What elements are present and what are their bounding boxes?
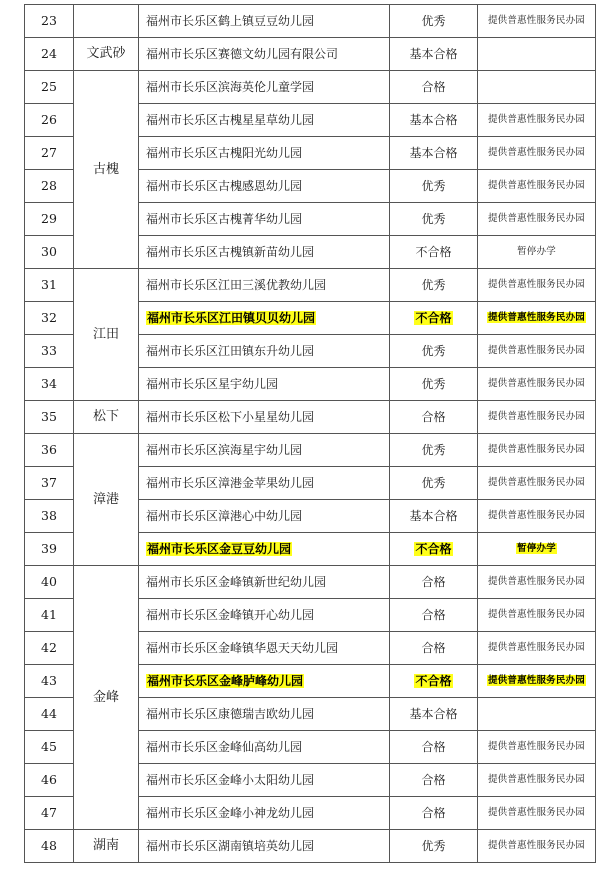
evaluation-grade-cell xyxy=(390,104,478,137)
remark-cell xyxy=(478,467,596,500)
evaluation-grade-cell xyxy=(390,698,478,731)
row-number: 38 xyxy=(25,500,74,533)
town-cell: 金峰 xyxy=(74,566,139,830)
evaluation-grade: 优秀 xyxy=(421,14,446,28)
table-row xyxy=(25,401,596,434)
evaluation-grade: 基本合格 xyxy=(409,47,458,61)
row-number: 36 xyxy=(25,434,74,467)
evaluation-grade-cell xyxy=(390,5,478,38)
remark: 提供普惠性服务民办园 xyxy=(487,411,585,422)
evaluation-grade: 基本合格 xyxy=(409,509,458,523)
remark: 提供普惠性服务民办园 xyxy=(487,147,585,158)
remark-cell xyxy=(478,731,596,764)
table-row xyxy=(25,5,596,38)
kindergarten-name: 福州市长乐区金峰镇华恩天天幼儿园 xyxy=(146,641,339,655)
kindergarten-name: 福州市长乐区湖南镇培英幼儿园 xyxy=(146,839,315,853)
evaluation-grade-cell xyxy=(390,401,478,434)
kindergarten-name: 福州市长乐区古槐感恩幼儿园 xyxy=(146,179,303,193)
table-row xyxy=(25,71,596,104)
remark-cell xyxy=(478,665,596,698)
kindergarten-name: 福州市长乐区康德瑞吉欧幼儿园 xyxy=(146,707,315,721)
evaluation-grade-cell xyxy=(390,434,478,467)
row-number: 37 xyxy=(25,467,74,500)
row-number: 46 xyxy=(25,764,74,797)
kindergarten-name: 福州市长乐区金豆豆幼儿园 xyxy=(147,542,292,556)
remark: 提供普惠性服务民办园 xyxy=(487,510,585,521)
evaluation-grade: 不合格 xyxy=(415,245,452,259)
remark: 暂停办学 xyxy=(517,246,556,257)
table-row xyxy=(25,269,596,302)
evaluation-grade: 合格 xyxy=(421,80,446,94)
evaluation-grade-cell xyxy=(390,599,478,632)
remark: 提供普惠性服务民办园 xyxy=(487,345,585,356)
evaluation-grade-cell xyxy=(390,764,478,797)
kindergarten-name-cell xyxy=(139,434,390,467)
evaluation-grade: 优秀 xyxy=(421,839,446,853)
evaluation-grade: 优秀 xyxy=(421,443,446,457)
row-number: 32 xyxy=(25,302,74,335)
evaluation-grade: 不合格 xyxy=(415,542,452,556)
kindergarten-name-cell xyxy=(139,665,390,698)
kindergarten-name: 福州市长乐区滨海星宇幼儿园 xyxy=(146,443,303,457)
kindergarten-name-cell xyxy=(139,203,390,236)
remark-cell xyxy=(478,632,596,665)
table-row xyxy=(25,38,596,71)
kindergarten-name-cell xyxy=(139,137,390,170)
kindergarten-name: 福州市长乐区滨海英伦儿童学园 xyxy=(146,80,315,94)
kindergarten-name-cell xyxy=(139,170,390,203)
row-number: 45 xyxy=(25,731,74,764)
kindergarten-name: 福州市长乐区金峰胪峰幼儿园 xyxy=(147,674,304,688)
evaluation-grade: 合格 xyxy=(421,575,446,589)
evaluation-grade-cell xyxy=(390,632,478,665)
evaluation-grade-cell xyxy=(390,302,478,335)
evaluation-grade: 合格 xyxy=(421,806,446,820)
remark: 提供普惠性服务民办园 xyxy=(487,774,585,785)
town-cell: 松下 xyxy=(74,401,139,434)
row-number: 44 xyxy=(25,698,74,731)
evaluation-grade: 合格 xyxy=(421,773,446,787)
kindergarten-name-cell xyxy=(139,764,390,797)
evaluation-grade-cell xyxy=(390,236,478,269)
evaluation-grade-cell xyxy=(390,533,478,566)
row-number: 29 xyxy=(25,203,74,236)
kindergarten-name-cell xyxy=(139,533,390,566)
kindergarten-name: 福州市长乐区星宇幼儿园 xyxy=(146,377,279,391)
row-number: 42 xyxy=(25,632,74,665)
town-cell: 漳港 xyxy=(74,434,139,566)
remark-cell xyxy=(478,104,596,137)
row-number: 39 xyxy=(25,533,74,566)
row-number: 35 xyxy=(25,401,74,434)
row-number: 34 xyxy=(25,368,74,401)
remark-cell xyxy=(478,236,596,269)
evaluation-grade: 基本合格 xyxy=(409,113,458,127)
kindergarten-name-cell xyxy=(139,632,390,665)
remark-cell xyxy=(478,401,596,434)
kindergarten-name-cell xyxy=(139,5,390,38)
remark-cell xyxy=(478,137,596,170)
evaluation-grade-cell xyxy=(390,137,478,170)
remark-cell xyxy=(478,500,596,533)
remark: 提供普惠性服务民办园 xyxy=(487,312,585,323)
remark: 提供普惠性服务民办园 xyxy=(487,642,585,653)
remark-cell xyxy=(478,203,596,236)
row-number: 47 xyxy=(25,797,74,830)
row-number: 48 xyxy=(25,830,74,863)
row-number: 30 xyxy=(25,236,74,269)
kindergarten-name: 福州市长乐区金峰镇新世纪幼儿园 xyxy=(146,575,327,589)
kindergarten-name-cell xyxy=(139,302,390,335)
evaluation-grade-cell xyxy=(390,170,478,203)
kindergarten-name-cell xyxy=(139,467,390,500)
evaluation-grade: 不合格 xyxy=(415,674,452,688)
town-cell: 湖南 xyxy=(74,830,139,863)
remark-cell xyxy=(478,335,596,368)
kindergarten-name: 福州市长乐区古槐菁华幼儿园 xyxy=(146,212,303,226)
evaluation-grade-cell xyxy=(390,203,478,236)
remark-cell xyxy=(478,368,596,401)
remark-cell xyxy=(478,170,596,203)
kindergarten-name: 福州市长乐区漳港心中幼儿园 xyxy=(146,509,303,523)
evaluation-grade-cell xyxy=(390,71,478,104)
kindergarten-name-cell xyxy=(139,104,390,137)
kindergarten-name: 福州市长乐区金峰小神龙幼儿园 xyxy=(146,806,315,820)
remark-cell xyxy=(478,533,596,566)
remark: 提供普惠性服务民办园 xyxy=(487,675,585,686)
town-cell: 文武砂 xyxy=(74,38,139,71)
row-number: 41 xyxy=(25,599,74,632)
kindergarten-name-cell xyxy=(139,731,390,764)
evaluation-grade: 合格 xyxy=(421,641,446,655)
evaluation-grade: 基本合格 xyxy=(409,707,458,721)
kindergarten-name: 福州市长乐区金峰镇开心幼儿园 xyxy=(146,608,315,622)
evaluation-grade: 优秀 xyxy=(421,179,446,193)
evaluation-grade-cell xyxy=(390,368,478,401)
evaluation-grade: 不合格 xyxy=(415,311,452,325)
town-cell: 古槐 xyxy=(74,71,139,269)
row-number: 26 xyxy=(25,104,74,137)
kindergarten-name: 福州市长乐区江田三溪优教幼儿园 xyxy=(146,278,327,292)
kindergarten-name-cell xyxy=(139,335,390,368)
remark-cell xyxy=(478,434,596,467)
evaluation-grade-cell xyxy=(390,467,478,500)
evaluation-grade-cell xyxy=(390,566,478,599)
evaluation-grade-cell xyxy=(390,731,478,764)
table-row xyxy=(25,434,596,467)
remark: 提供普惠性服务民办园 xyxy=(487,477,585,488)
evaluation-grade-cell xyxy=(390,797,478,830)
kindergarten-name: 福州市长乐区江田镇东升幼儿园 xyxy=(146,344,315,358)
town-cell: 江田 xyxy=(74,269,139,401)
kindergarten-name-cell xyxy=(139,38,390,71)
remark: 提供普惠性服务民办园 xyxy=(487,576,585,587)
remark-cell xyxy=(478,71,596,104)
remark: 提供普惠性服务民办园 xyxy=(487,444,585,455)
remark-cell xyxy=(478,797,596,830)
evaluation-grade: 合格 xyxy=(421,608,446,622)
evaluation-grade-cell xyxy=(390,665,478,698)
remark: 提供普惠性服务民办园 xyxy=(487,840,585,851)
remark: 提供普惠性服务民办园 xyxy=(487,741,585,752)
remark: 提供普惠性服务民办园 xyxy=(487,807,585,818)
row-number: 31 xyxy=(25,269,74,302)
remark: 提供普惠性服务民办园 xyxy=(487,609,585,620)
kindergarten-name-cell xyxy=(139,236,390,269)
remark-cell xyxy=(478,269,596,302)
evaluation-grade-cell xyxy=(390,38,478,71)
kindergarten-name: 福州市长乐区松下小星星幼儿园 xyxy=(146,410,315,424)
row-number: 25 xyxy=(25,71,74,104)
kindergarten-name-cell xyxy=(139,797,390,830)
table-body xyxy=(25,5,596,863)
kindergarten-name-cell xyxy=(139,698,390,731)
remark: 提供普惠性服务民办园 xyxy=(487,378,585,389)
kindergarten-name-cell xyxy=(139,269,390,302)
kindergarten-name-cell xyxy=(139,71,390,104)
evaluation-grade-cell xyxy=(390,830,478,863)
town-cell xyxy=(74,5,139,38)
kindergarten-name: 福州市长乐区漳港金苹果幼儿园 xyxy=(146,476,315,490)
remark: 提供普惠性服务民办园 xyxy=(487,213,585,224)
kindergarten-name-cell xyxy=(139,401,390,434)
row-number: 40 xyxy=(25,566,74,599)
row-number: 43 xyxy=(25,665,74,698)
evaluation-grade-cell xyxy=(390,269,478,302)
kindergarten-name: 福州市长乐区古槐镇新苗幼儿园 xyxy=(146,245,315,259)
evaluation-grade: 优秀 xyxy=(421,476,446,490)
remark: 提供普惠性服务民办园 xyxy=(487,180,585,191)
row-number: 33 xyxy=(25,335,74,368)
kindergarten-name: 福州市长乐区江田镇贝贝幼儿园 xyxy=(147,311,316,325)
evaluation-grade: 优秀 xyxy=(421,278,446,292)
remark-cell xyxy=(478,599,596,632)
kindergarten-name-cell xyxy=(139,830,390,863)
remark-cell xyxy=(478,566,596,599)
remark-cell xyxy=(478,764,596,797)
evaluation-grade: 优秀 xyxy=(421,212,446,226)
evaluation-grade: 优秀 xyxy=(421,344,446,358)
kindergarten-name: 福州市长乐区古槐阳光幼儿园 xyxy=(146,146,303,160)
kindergarten-name-cell xyxy=(139,566,390,599)
evaluation-grade: 合格 xyxy=(421,740,446,754)
remark: 提供普惠性服务民办园 xyxy=(487,279,585,290)
remark-cell xyxy=(478,5,596,38)
row-number: 23 xyxy=(25,5,74,38)
kindergarten-name: 福州市长乐区古槐星星草幼儿园 xyxy=(146,113,315,127)
evaluation-grade: 基本合格 xyxy=(409,146,458,160)
remark-cell xyxy=(478,698,596,731)
row-number: 28 xyxy=(25,170,74,203)
kindergarten-name-cell xyxy=(139,368,390,401)
kindergarten-evaluation-table xyxy=(24,4,596,863)
row-number: 27 xyxy=(25,137,74,170)
remark: 提供普惠性服务民办园 xyxy=(487,15,585,26)
kindergarten-name: 福州市长乐区金峰小太阳幼儿园 xyxy=(146,773,315,787)
kindergarten-name: 福州市长乐区金峰仙高幼儿园 xyxy=(146,740,303,754)
table-row xyxy=(25,566,596,599)
kindergarten-name-cell xyxy=(139,500,390,533)
remark-cell xyxy=(478,830,596,863)
evaluation-grade-cell xyxy=(390,335,478,368)
kindergarten-name: 福州市长乐区赛德文幼儿园有限公司 xyxy=(146,47,339,61)
remark: 暂停办学 xyxy=(517,543,556,554)
evaluation-grade: 优秀 xyxy=(421,377,446,391)
remark: 提供普惠性服务民办园 xyxy=(487,114,585,125)
kindergarten-name-cell xyxy=(139,599,390,632)
table-row xyxy=(25,830,596,863)
remark-cell xyxy=(478,302,596,335)
evaluation-grade-cell xyxy=(390,500,478,533)
kindergarten-name: 福州市长乐区鹤上镇豆豆幼儿园 xyxy=(146,14,315,28)
remark-cell xyxy=(478,38,596,71)
row-number: 24 xyxy=(25,38,74,71)
evaluation-grade: 合格 xyxy=(421,410,446,424)
